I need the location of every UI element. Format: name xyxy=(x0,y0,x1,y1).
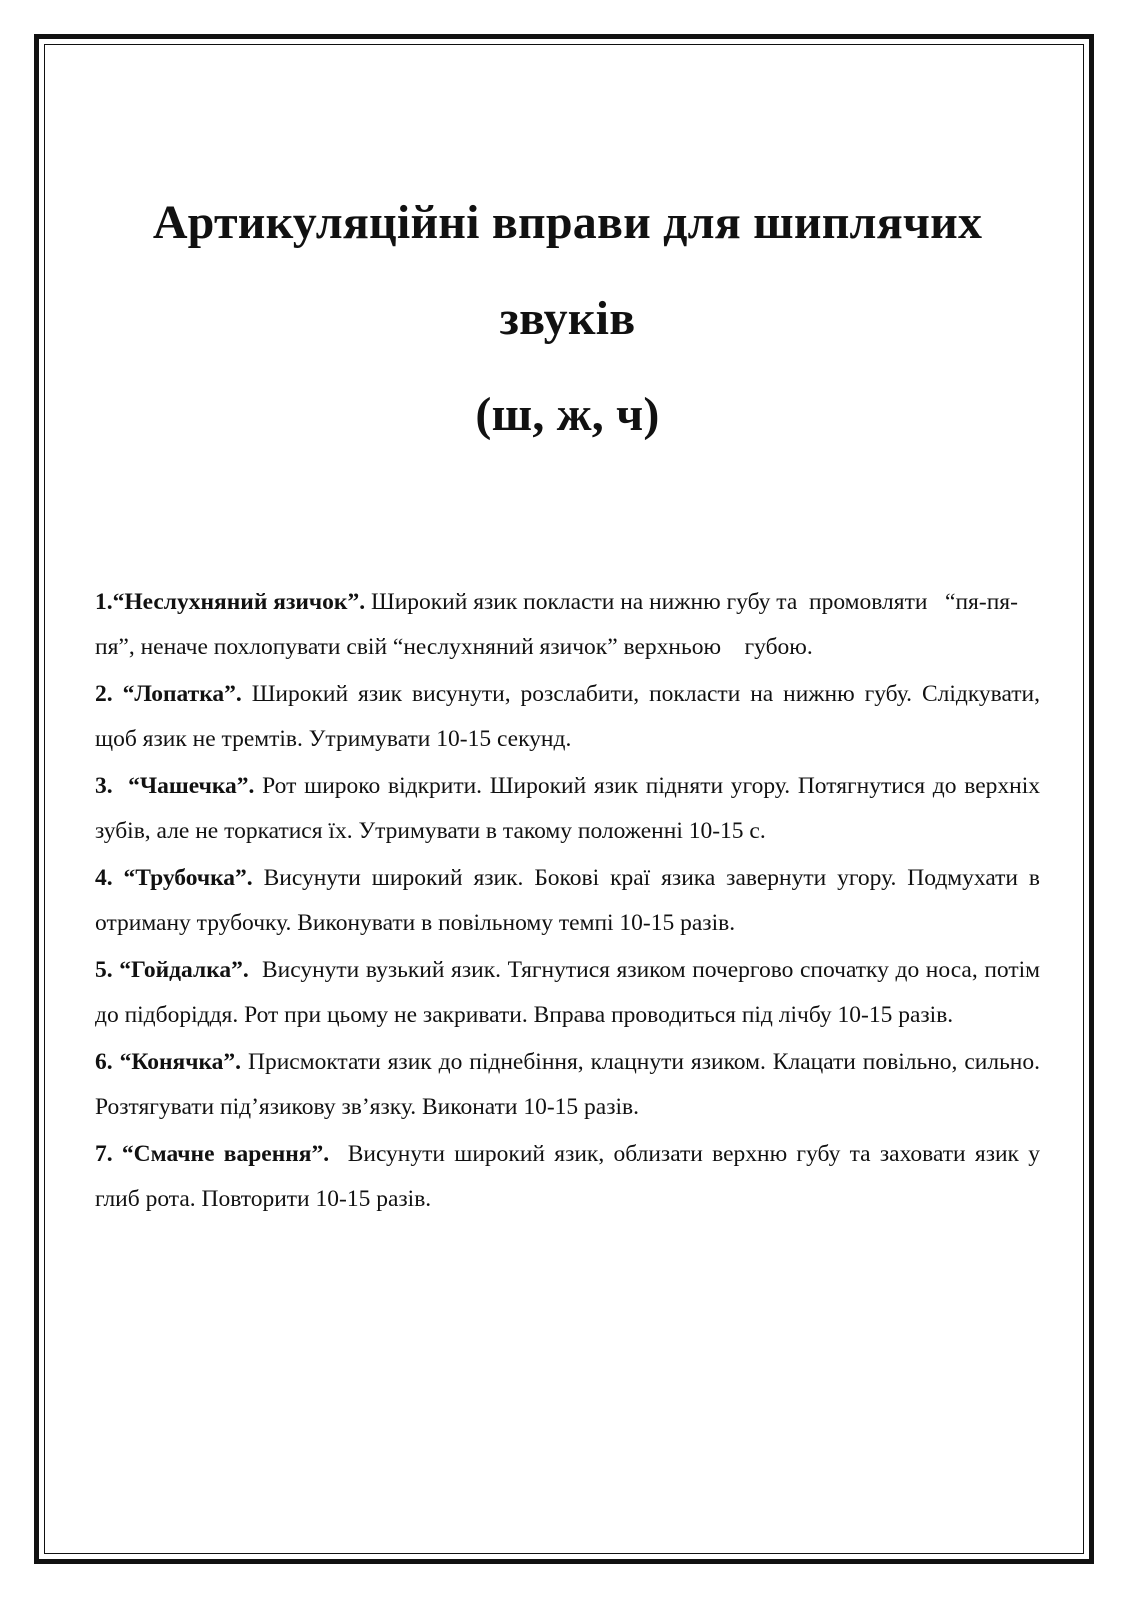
exercise-name: “Лопатка”. xyxy=(122,681,242,707)
exercise-number: 4. xyxy=(95,865,113,891)
exercise-number: 3. xyxy=(95,773,113,799)
exercise-text: Широкий язик висунути, розслабити, покласти на нижню губу. Слідкувати, щоб язик не тремтів. Утримувати 10-15 секунд. xyxy=(95,681,1041,752)
exercise-name: “Смачне варення”. xyxy=(121,1141,330,1167)
exercise-item xyxy=(95,856,1040,946)
exercise-name: “Гойдалка”. xyxy=(119,957,249,983)
exercise-item xyxy=(95,672,1040,762)
exercise-text: Широкий язик покласти на нижню губу та промовляти “пя-пя-пя”, неначе похлопувати свій “неслухняний язичок” верхньою губою. xyxy=(95,589,1018,660)
exercise-name: “Конячка”. xyxy=(119,1049,242,1075)
exercise-item xyxy=(95,1040,1040,1130)
exercise-item xyxy=(95,764,1040,854)
exercise-name: “Чашечка”. xyxy=(128,773,255,799)
title-line-1: Артикуляційні вправи для шиплячих звуків xyxy=(152,196,983,345)
document-title xyxy=(95,175,1040,463)
exercise-text: Висунути вузький язик. Тягнутися язиком почергово спочатку до носа, потім до підборіддя. Рот при цьому не закривати. Вправа проводиться під лічбу 10-15 разів. xyxy=(95,957,1041,1028)
exercise-number: 1. xyxy=(95,589,113,615)
page-content xyxy=(95,175,1040,1224)
exercise-number: 2. xyxy=(95,681,113,707)
exercise-text: Висунути широкий язик. Бокові краї язика завернути угору. Подмухати в отриману трубочку. Виконувати в повільному темпі 10-15 разів. xyxy=(95,865,1041,936)
exercise-name: “Трубочка”. xyxy=(123,865,253,891)
exercise-item xyxy=(95,580,1040,670)
exercise-text: Присмоктати язик до піднебіння, клацнути язиком. Клацати повільно, сильно. Розтягувати під’язикову зв’язку. Виконати 10-15 разів. xyxy=(95,1049,1041,1120)
exercise-number: 5. xyxy=(95,957,113,983)
title-line-2: (ш, ж, ч) xyxy=(475,388,660,441)
exercise-number: 7. xyxy=(95,1141,113,1167)
exercise-item xyxy=(95,948,1040,1038)
exercise-number: 6. xyxy=(95,1049,113,1075)
exercise-item xyxy=(95,1132,1040,1222)
exercise-name: “Неслухняний язичок”. xyxy=(112,589,366,615)
exercise-text: Висунути широкий язик, облизати верхню губу та заховати язик у глиб рота. Повторити 10-15 разів. xyxy=(95,1141,1040,1212)
exercise-text: Рот широко відкрити. Широкий язик підняти угору. Потягнутися до верхніх зубів, але не торкатися їх. Утримувати в такому положенні 10-15 с. xyxy=(95,773,1041,844)
exercise-list xyxy=(95,580,1040,1222)
